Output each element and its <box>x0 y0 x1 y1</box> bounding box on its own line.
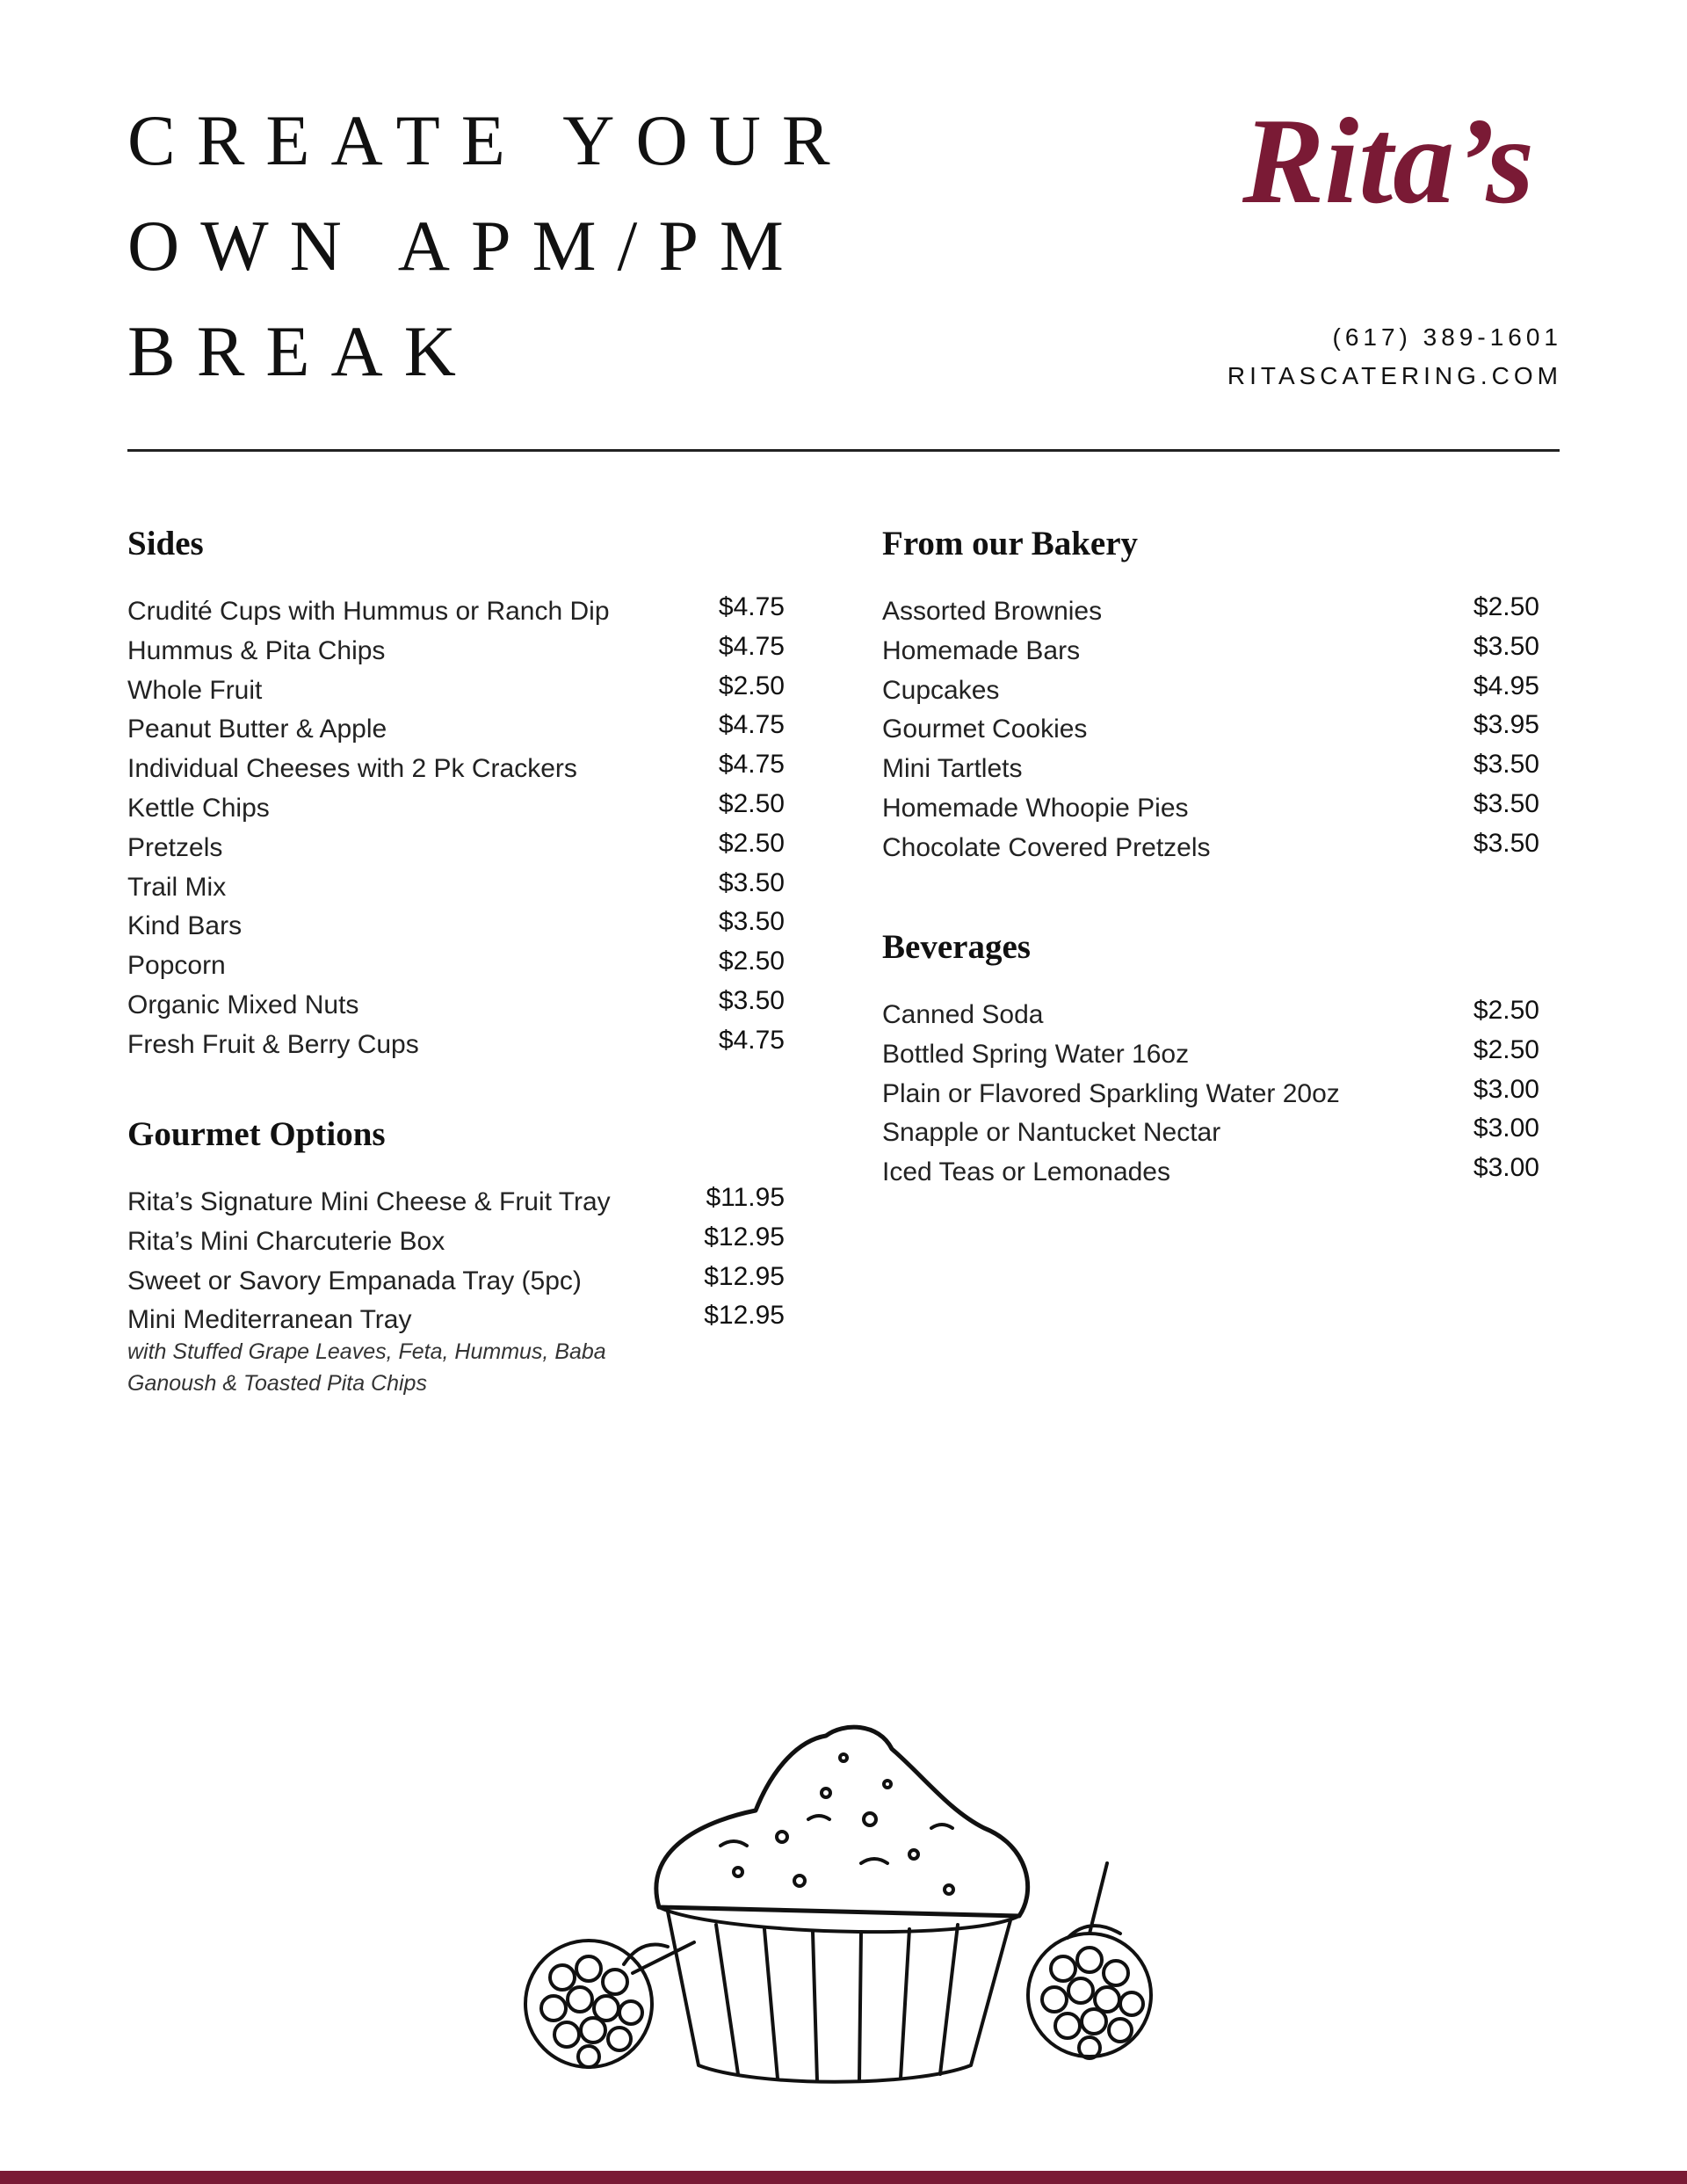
item-price: $2.50 <box>1473 592 1539 621</box>
menu-item <box>882 588 1539 628</box>
menu-item <box>882 1109 1539 1149</box>
menu-item <box>882 1070 1539 1110</box>
raspberry-left-icon <box>525 1941 694 2067</box>
item-price: $2.50 <box>718 788 785 818</box>
item-name: Organic Mixed Nuts <box>127 990 359 1019</box>
item-price: $4.75 <box>718 592 785 621</box>
item-price: $2.50 <box>1473 1034 1539 1064</box>
item-name: Kettle Chips <box>127 793 270 823</box>
item-price: $12.95 <box>704 1222 785 1252</box>
item-price: $4.75 <box>718 631 785 661</box>
item-name: Peanut Butter & Apple <box>127 715 387 744</box>
menu-item <box>127 1179 785 1218</box>
page-title <box>127 88 851 404</box>
item-price: $4.95 <box>1473 671 1539 700</box>
menu-item <box>127 1218 785 1258</box>
item-name: Iced Teas or Lemonades <box>882 1157 1170 1187</box>
item-name: Canned Soda <box>882 1000 1044 1029</box>
item-price: $3.50 <box>1473 828 1539 858</box>
item-name: Kind Bars <box>127 911 243 941</box>
item-name: Mini Tartlets <box>882 754 1023 784</box>
item-name: Chocolate Covered Pretzels <box>882 832 1211 862</box>
item-price: $3.00 <box>1473 1074 1539 1104</box>
menu-item <box>127 864 785 903</box>
item-price: $2.50 <box>1473 996 1539 1025</box>
item-name: Crudité Cups with Hummus or Ranch Dip <box>127 597 610 626</box>
menu-item <box>882 745 1539 785</box>
menu-item <box>882 824 1539 864</box>
gourmet-heading: Gourmet Options <box>127 1115 386 1153</box>
item-price: $3.95 <box>1473 710 1539 740</box>
item-price: $3.50 <box>718 907 785 937</box>
menu-item <box>127 824 785 864</box>
title-line-3: BREAK <box>127 311 477 391</box>
item-name: Fresh Fruit & Berry Cups <box>127 1029 419 1059</box>
sides-heading: Sides <box>127 525 204 562</box>
item-name: Individual Cheeses with 2 Pk Crackers <box>127 754 577 784</box>
bakery-heading: From our Bakery <box>882 525 1139 562</box>
item-price: $3.50 <box>1473 788 1539 818</box>
item-price: $2.50 <box>718 671 785 700</box>
cupcake-raspberry-illustration <box>492 1714 1195 2101</box>
website-url: RITASCATERING.COM <box>1227 362 1562 389</box>
header-divider <box>127 449 1560 452</box>
item-name: Bottled Spring Water 16oz <box>882 1039 1190 1069</box>
menu-item <box>882 991 1539 1031</box>
menu-item <box>127 785 785 824</box>
item-price: $12.95 <box>704 1301 785 1331</box>
raspberry-right-icon <box>1028 1863 1151 2058</box>
title-line-2: OWN APM/PM <box>127 206 805 286</box>
menu-item <box>127 706 785 745</box>
item-name: Homemade Bars <box>882 635 1081 665</box>
menu-item <box>882 1031 1539 1070</box>
item-name: Gourmet Cookies <box>882 715 1088 744</box>
item-name: Plain or Flavored Sparkling Water 20oz <box>882 1078 1340 1108</box>
svg-text:Rita’s: Rita’s <box>1242 93 1534 229</box>
item-name: Snapple or Nantucket Nectar <box>882 1118 1221 1148</box>
title-line-1: CREATE YOUR <box>127 100 851 180</box>
menu-item <box>127 903 785 942</box>
item-name: Hummus & Pita Chips <box>127 635 386 665</box>
menu-item <box>882 706 1539 745</box>
contact-info <box>1227 318 1562 395</box>
item-name: Mini Mediterranean Tray <box>127 1305 412 1335</box>
sides-section <box>127 524 785 1061</box>
item-price: $3.50 <box>718 985 785 1015</box>
item-name: Homemade Whoopie Pies <box>882 793 1189 823</box>
item-price: $3.00 <box>1473 1114 1539 1143</box>
menu-item <box>127 628 785 667</box>
item-name: Rita’s Mini Charcuterie Box <box>127 1226 445 1256</box>
item-name: Cupcakes <box>882 675 1000 705</box>
item-price: $3.50 <box>1473 631 1539 661</box>
gourmet-section <box>127 1114 785 1399</box>
bottom-accent-bar <box>0 2171 1687 2184</box>
ritas-logo <box>1213 88 1564 246</box>
item-price: $3.50 <box>718 867 785 897</box>
menu-item <box>127 982 785 1021</box>
item-name: Assorted Brownies <box>882 597 1103 626</box>
item-name: Trail Mix <box>127 872 227 902</box>
item-price: $4.75 <box>718 1025 785 1055</box>
menu-item <box>882 1149 1539 1188</box>
beverages-section <box>882 927 1539 1188</box>
menu-item <box>882 667 1539 707</box>
menu-item <box>127 745 785 785</box>
item-price: $3.00 <box>1473 1153 1539 1183</box>
item-description: with Stuffed Grape Leaves, Feta, Hummus, Baba Ganoush & Toasted Pita Chips <box>127 1339 606 1397</box>
item-price: $2.50 <box>718 828 785 858</box>
bakery-section <box>882 524 1539 864</box>
menu-item <box>127 1021 785 1061</box>
menu-item <box>127 588 785 628</box>
item-name: Sweet or Savory Empanada Tray (5pc) <box>127 1266 582 1295</box>
item-name: Whole Fruit <box>127 675 263 705</box>
item-price: $12.95 <box>704 1261 785 1291</box>
menu-item <box>127 667 785 707</box>
item-name: Rita’s Signature Mini Cheese & Fruit Tray <box>127 1187 611 1216</box>
menu-item <box>882 628 1539 667</box>
item-price: $4.75 <box>718 710 785 740</box>
phone-number: (617) 389-1601 <box>1332 323 1562 351</box>
menu-item <box>127 1258 785 1297</box>
cupcake-icon <box>656 1727 1028 2082</box>
item-name: Pretzels <box>127 832 223 862</box>
beverages-heading: Beverages <box>882 928 1031 966</box>
item-price: $2.50 <box>718 947 785 976</box>
menu-item <box>127 1296 785 1336</box>
menu-item <box>127 942 785 982</box>
menu-item <box>882 785 1539 824</box>
item-price: $3.50 <box>1473 750 1539 780</box>
item-name: Popcorn <box>127 951 226 981</box>
item-price: $11.95 <box>706 1183 785 1212</box>
item-price: $4.75 <box>718 750 785 780</box>
